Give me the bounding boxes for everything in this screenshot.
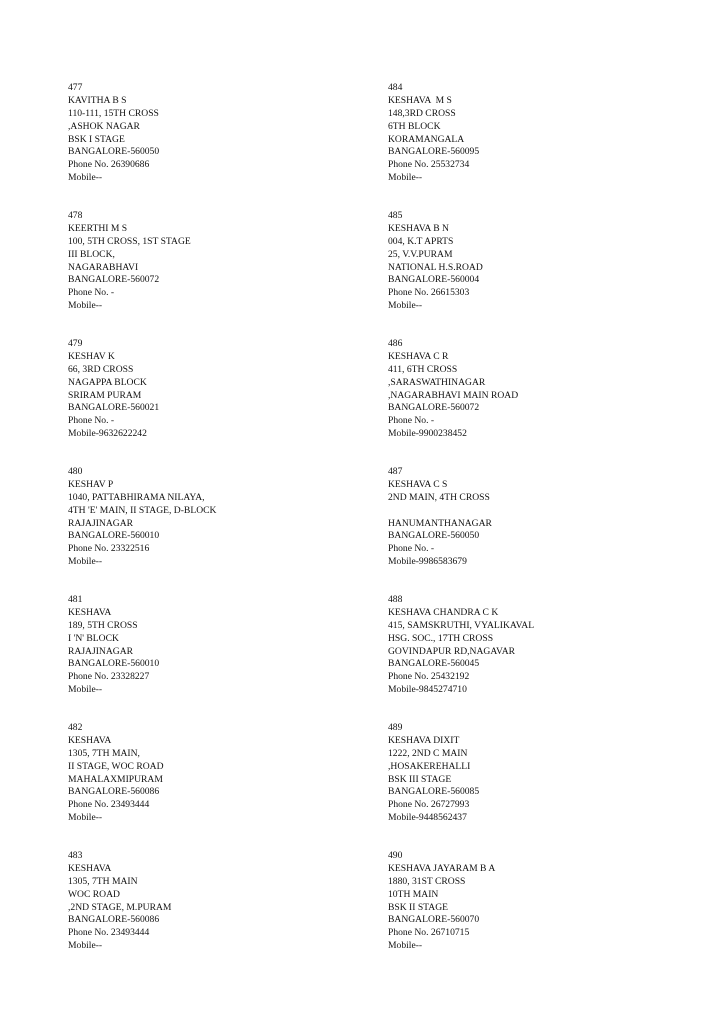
address-line-3: BSK II STAGE bbox=[388, 901, 448, 913]
address-line-2: ,HOSAKEREHALLI bbox=[388, 760, 471, 772]
entry-number: 483 bbox=[68, 850, 83, 861]
address-line-1: 415, SAMSKRUTHI, VYALIKAVAL bbox=[388, 619, 535, 631]
directory-entry bbox=[388, 722, 688, 850]
address-line-2: ,SARASWATHINAGAR bbox=[388, 376, 486, 388]
address-line-1: 1305, 7TH MAIN, bbox=[68, 747, 140, 759]
address-line-2: III BLOCK, bbox=[68, 248, 115, 260]
address-line-3: MAHALAXMIPURAM bbox=[68, 773, 163, 785]
city-pincode: BANGALORE-560045 bbox=[388, 658, 480, 670]
address-line-2: I 'N' BLOCK bbox=[68, 632, 119, 644]
phone-number: Phone No. 23328227 bbox=[68, 671, 150, 683]
entry-number: 481 bbox=[68, 594, 83, 605]
phone-number: Phone No. 25532734 bbox=[388, 159, 470, 171]
city-pincode: BANGALORE-560050 bbox=[388, 530, 480, 542]
city-pincode: BANGALORE-560004 bbox=[388, 274, 480, 286]
entry-name: KESHAVA M S bbox=[388, 94, 452, 106]
entry-name: KEERTHI M S bbox=[68, 222, 128, 234]
address-line-2: 10TH MAIN bbox=[388, 888, 439, 900]
entry-number: 487 bbox=[388, 466, 403, 477]
address-line-1: 411, 6TH CROSS bbox=[388, 363, 458, 375]
city-pincode: BANGALORE-560086 bbox=[68, 786, 160, 798]
phone-number: Phone No. 26615303 bbox=[388, 287, 470, 299]
city-pincode: BANGALORE-560070 bbox=[388, 914, 480, 926]
right-column bbox=[388, 82, 688, 978]
entry-number: 489 bbox=[388, 722, 403, 733]
phone-number: Phone No. 23493444 bbox=[68, 927, 150, 939]
entry-name: KESHAV K bbox=[68, 350, 115, 362]
address-line-3: BSK I STAGE bbox=[68, 133, 125, 145]
entry-number: 478 bbox=[68, 210, 83, 221]
address-line-2: II STAGE, WOC ROAD bbox=[68, 760, 164, 772]
directory-entry bbox=[388, 594, 688, 722]
city-pincode: BANGALORE-560050 bbox=[68, 146, 160, 158]
directory-entry bbox=[388, 210, 688, 338]
address-line-1: 1222, 2ND C MAIN bbox=[388, 747, 468, 759]
address-line-1: 66, 3RD CROSS bbox=[68, 363, 134, 375]
mobile-number: Mobile-9900238452 bbox=[388, 428, 467, 440]
address-line-2: 6TH BLOCK bbox=[388, 120, 441, 132]
entry-name: KESHAVA bbox=[68, 734, 112, 746]
address-line-1: 1040, PATTABHIRAMA NILAYA, bbox=[68, 491, 205, 503]
address-line-1: 148,3RD CROSS bbox=[388, 107, 456, 119]
address-line-1: 2ND MAIN, 4TH CROSS bbox=[388, 491, 490, 503]
left-column bbox=[68, 82, 368, 978]
entry-name: KESHAVA DIXIT bbox=[388, 734, 460, 746]
city-pincode: BANGALORE-560085 bbox=[388, 786, 480, 798]
mobile-number: Mobile-- bbox=[68, 940, 103, 952]
directory-entry bbox=[68, 594, 368, 722]
address-line-3: KORAMANGALA bbox=[388, 133, 465, 145]
city-pincode: BANGALORE-560086 bbox=[68, 914, 160, 926]
entry-name: KESHAVA B N bbox=[388, 222, 449, 234]
directory-entry bbox=[68, 82, 368, 210]
phone-number: Phone No. - bbox=[388, 415, 435, 427]
phone-number: Phone No. 23493444 bbox=[68, 799, 150, 811]
entry-number: 477 bbox=[68, 82, 83, 93]
address-line-3: BSK III STAGE bbox=[388, 773, 452, 785]
entry-number: 486 bbox=[388, 338, 403, 349]
mobile-number: Mobile-9448562437 bbox=[388, 812, 467, 824]
phone-number: Phone No. 23322516 bbox=[68, 543, 150, 555]
directory-entry bbox=[68, 210, 368, 338]
address-line-1: 189, 5TH CROSS bbox=[68, 619, 138, 631]
entry-name: KESHAVA CHANDRA C K bbox=[388, 606, 499, 618]
mobile-number: Mobile-9632622242 bbox=[68, 428, 147, 440]
city-pincode: BANGALORE-560095 bbox=[388, 146, 480, 158]
phone-number: Phone No. 26710715 bbox=[388, 927, 470, 939]
entry-number: 484 bbox=[388, 82, 403, 93]
address-line-2: 25, V.V.PURAM bbox=[388, 248, 453, 260]
address-line-3: GOVINDAPUR RD,NAGAVAR bbox=[388, 645, 516, 657]
address-line-1: 110-111, 15TH CROSS bbox=[68, 107, 159, 119]
city-pincode: BANGALORE-560010 bbox=[68, 530, 160, 542]
address-line-3: NAGARABHAVI bbox=[68, 261, 139, 273]
directory-entry bbox=[68, 722, 368, 850]
city-pincode: BANGALORE-560010 bbox=[68, 658, 160, 670]
entry-number: 480 bbox=[68, 466, 83, 477]
address-line-1: 004, K.T APRTS bbox=[388, 235, 454, 247]
city-pincode: BANGALORE-560072 bbox=[388, 402, 480, 414]
mobile-number: Mobile-9986583679 bbox=[388, 556, 467, 568]
phone-number: Phone No. - bbox=[68, 415, 115, 427]
mobile-number: Mobile-- bbox=[388, 300, 423, 312]
entry-number: 485 bbox=[388, 210, 403, 221]
entry-name: KAVITHA B S bbox=[68, 94, 127, 106]
entry-number: 479 bbox=[68, 338, 83, 349]
address-line-1: 1880, 31ST CROSS bbox=[388, 875, 466, 887]
mobile-number: Mobile-- bbox=[68, 300, 103, 312]
directory-entry bbox=[388, 466, 688, 594]
address-line-2 bbox=[388, 505, 688, 518]
address-line-3: ,2ND STAGE, M.PURAM bbox=[68, 901, 172, 913]
phone-number: Phone No. - bbox=[68, 287, 115, 299]
address-line-1: 100, 5TH CROSS, 1ST STAGE bbox=[68, 235, 191, 247]
mobile-number: Mobile-- bbox=[68, 684, 103, 696]
mobile-number: Mobile-- bbox=[388, 172, 423, 184]
entry-name: KESHAVA bbox=[68, 862, 112, 874]
entry-name: KESHAV P bbox=[68, 478, 114, 490]
directory-entry bbox=[388, 82, 688, 210]
entry-name: KESHAVA C R bbox=[388, 350, 449, 362]
address-line-3: RAJAJINAGAR bbox=[68, 517, 134, 529]
address-line-3: SRIRAM PURAM bbox=[68, 389, 142, 401]
address-line-1: 1305, 7TH MAIN bbox=[68, 875, 138, 887]
address-line-2: HSG. SOC., 17TH CROSS bbox=[388, 632, 494, 644]
mobile-number: Mobile-- bbox=[68, 556, 103, 568]
directory-entry bbox=[68, 338, 368, 466]
entry-number: 490 bbox=[388, 850, 403, 861]
entry-name: KESHAVA bbox=[68, 606, 112, 618]
address-line-3: NATIONAL H.S.ROAD bbox=[388, 261, 483, 273]
mobile-number: Mobile-9845274710 bbox=[388, 684, 467, 696]
city-pincode: BANGALORE-560072 bbox=[68, 274, 160, 286]
entry-number: 482 bbox=[68, 722, 83, 733]
address-line-2: NAGAPPA BLOCK bbox=[68, 376, 147, 388]
entry-name: KESHAVA JAYARAM B A bbox=[388, 862, 496, 874]
mobile-number: Mobile-- bbox=[68, 812, 103, 824]
entry-name: KESHAVA C S bbox=[388, 478, 448, 490]
address-line-3: ,NAGARABHAVI MAIN ROAD bbox=[388, 389, 519, 401]
directory-entry bbox=[388, 338, 688, 466]
entry-number: 488 bbox=[388, 594, 403, 605]
directory-entry bbox=[388, 850, 688, 978]
mobile-number: Mobile-- bbox=[68, 172, 103, 184]
address-line-3: RAJAJINAGAR bbox=[68, 645, 134, 657]
directory-entry bbox=[68, 850, 368, 978]
phone-number: Phone No. - bbox=[388, 543, 435, 555]
address-line-2: WOC ROAD bbox=[68, 888, 120, 900]
address-line-3: HANUMANTHANAGAR bbox=[388, 517, 492, 529]
address-line-2: 4TH 'E' MAIN, II STAGE, D-BLOCK bbox=[68, 504, 217, 516]
address-line-2: ,ASHOK NAGAR bbox=[68, 120, 140, 132]
phone-number: Phone No. 26727993 bbox=[388, 799, 470, 811]
city-pincode: BANGALORE-560021 bbox=[68, 402, 160, 414]
phone-number: Phone No. 26390686 bbox=[68, 159, 150, 171]
mobile-number: Mobile-- bbox=[388, 940, 423, 952]
phone-number: Phone No. 25432192 bbox=[388, 671, 470, 683]
directory-entry bbox=[68, 466, 368, 594]
